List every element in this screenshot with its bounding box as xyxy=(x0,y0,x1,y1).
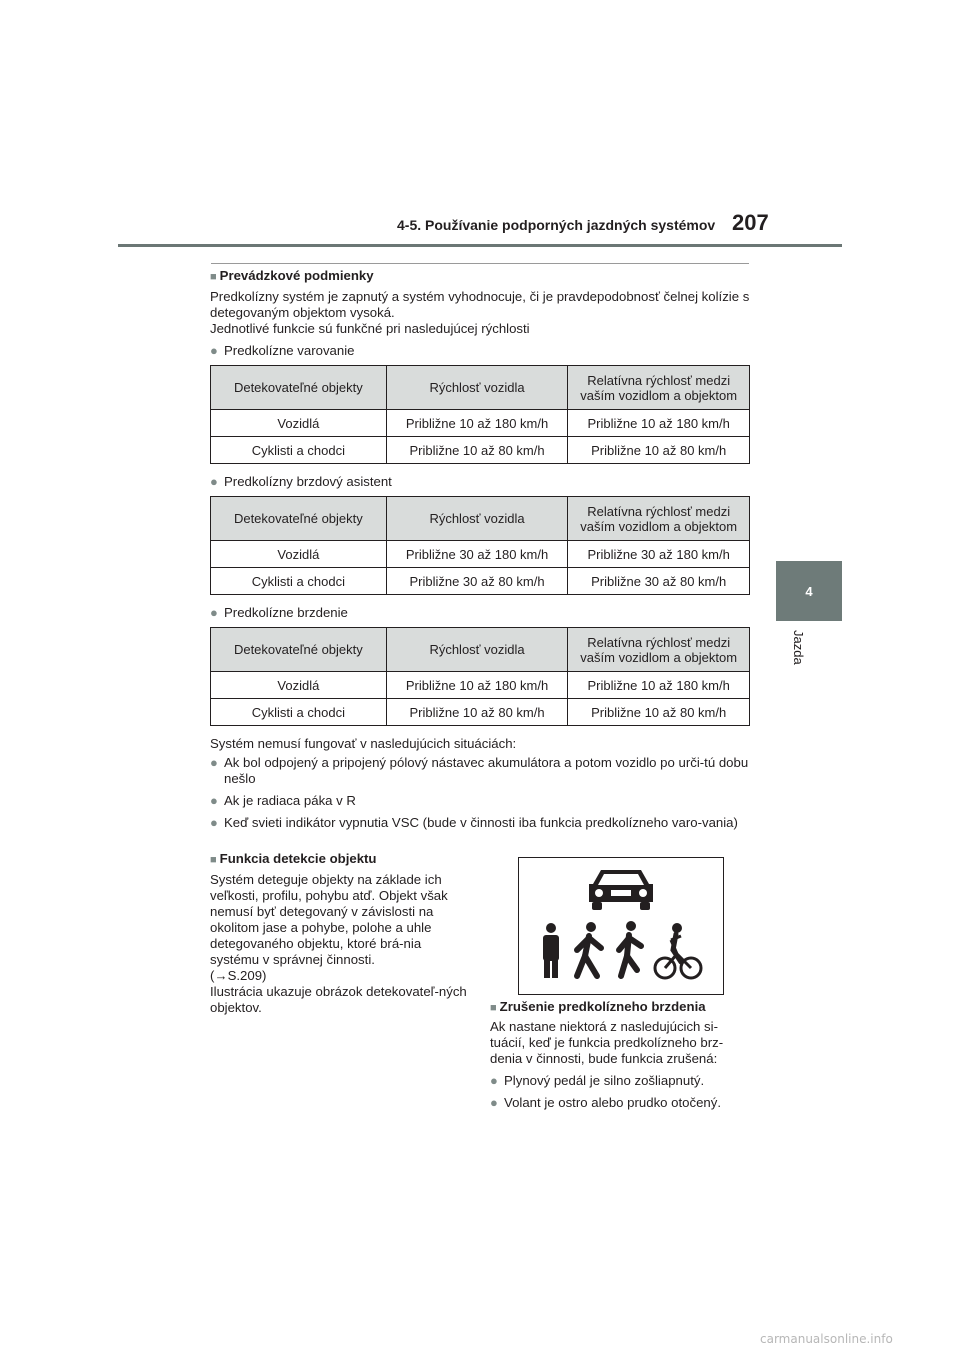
table-cell: Približne 30 až 80 km/h xyxy=(386,568,568,595)
table-row xyxy=(211,410,750,437)
car-icon xyxy=(589,870,653,910)
cancellation-heading: ■ Zrušenie predkolízneho brzdenia xyxy=(490,999,706,1014)
figure-canvas xyxy=(519,858,723,994)
circle-bullet-icon: ● xyxy=(490,1073,498,1088)
chapter-tab[interactable] xyxy=(776,561,842,621)
circle-bullet-icon: ● xyxy=(210,755,218,770)
table-cell: Približne 10 až 180 km/h xyxy=(386,672,568,699)
circle-bullet-icon: ● xyxy=(490,1095,498,1110)
paragraph: Predkolízny systém je zapnutý a systém vyhodnocuje, či je pravdepodobnosť čelnej kolízie s detegovaným objektom vysoká. xyxy=(210,289,750,320)
table-title: ● Predkolízne varovanie xyxy=(210,343,355,358)
list-item: ● Plynový pedál je silno zošliapnutý. xyxy=(490,1073,705,1088)
table-cell: Cyklisti a chodci xyxy=(211,568,387,595)
speed-table-warning xyxy=(210,365,750,464)
circle-bullet-icon: ● xyxy=(210,793,218,808)
column-header: Relatívna rýchlosť medzi vaším vozidlom a objektom xyxy=(568,366,750,410)
table-cell: Cyklisti a chodci xyxy=(211,699,387,726)
column-header: Relatívna rýchlosť medzi vaším vozidlom a objektom xyxy=(568,628,750,672)
table-cell: Približne 10 až 180 km/h xyxy=(568,410,750,437)
circle-bullet-icon: ● xyxy=(210,605,218,620)
situations-intro: Systém nemusí fungovať v nasledujúcich situáciách: xyxy=(210,736,517,751)
square-bullet-icon: ■ xyxy=(210,854,217,866)
object-detection-section xyxy=(210,851,472,1016)
table-row xyxy=(211,568,750,595)
section-divider xyxy=(211,263,749,264)
pedestrian-walking-icon xyxy=(577,922,601,976)
table-header-row xyxy=(211,628,750,672)
speed-table-braking xyxy=(210,627,750,726)
header-rule xyxy=(118,244,842,247)
chapter-label: Jazda xyxy=(791,630,806,665)
main-content xyxy=(210,268,750,837)
table-cell: Približne 10 až 180 km/h xyxy=(386,410,568,437)
list-item: ● Keď svieti indikátor vypnutia VSC (bude v činnosti iba funkcia predkolízneho varo-vania) xyxy=(210,815,738,830)
column-header: Detekovateľné objekty xyxy=(211,628,387,672)
cancellation-section xyxy=(490,999,752,1117)
table-title: ● Predkolízny brzdový asistent xyxy=(210,474,392,489)
table-cell: Vozidlá xyxy=(211,672,387,699)
detectable-objects-figure xyxy=(518,857,724,995)
table-header-row xyxy=(211,497,750,541)
paragraph: Systém deteguje objekty na základe ich veľkosti, profilu, pohybu atď. Objekt však nemusí byť detegovaný v závislosti na okolitom jase a pohybe, polohe a uhle detegovaného objektu, ktoré brá-nia systému v správnej činnosti. xyxy=(210,872,448,967)
table-cell: Cyklisti a chodci xyxy=(211,437,387,464)
square-bullet-icon: ■ xyxy=(490,1002,497,1014)
table-row xyxy=(211,541,750,568)
table-cell: Približne 10 až 80 km/h xyxy=(568,437,750,464)
page-number: 207 xyxy=(732,210,769,235)
speed-table-brake-assist xyxy=(210,496,750,595)
table-cell: Vozidlá xyxy=(211,410,387,437)
table-row xyxy=(211,672,750,699)
list-item: ● Volant je ostro alebo prudko otočený. xyxy=(490,1095,722,1110)
list-item: ● Ak je radiaca páka v R xyxy=(210,793,356,808)
pedestrian-running-icon xyxy=(619,921,641,976)
figure-caption: Ilustrácia ukazuje obrázok detekovateľ-ných objektov. xyxy=(210,984,467,1015)
circle-bullet-icon: ● xyxy=(210,343,218,358)
chapter-number: 4 xyxy=(805,583,813,599)
table-header-row xyxy=(211,366,750,410)
table-cell: Približne 10 až 80 km/h xyxy=(386,699,568,726)
page-reference-link[interactable]: (→S.209) xyxy=(210,968,267,983)
table-title: ● Predkolízne brzdenie xyxy=(210,605,348,620)
table-cell: Približne 10 až 80 km/h xyxy=(568,699,750,726)
square-bullet-icon: ■ xyxy=(210,271,217,283)
pedestrian-standing-icon xyxy=(543,923,559,978)
column-header: Detekovateľné objekty xyxy=(211,366,387,410)
table-cell: Vozidlá xyxy=(211,541,387,568)
table-row xyxy=(211,437,750,464)
column-header: Rýchlosť vozidla xyxy=(386,366,568,410)
column-header: Rýchlosť vozidla xyxy=(386,628,568,672)
watermark: carmanualsonline.info xyxy=(760,1332,893,1346)
circle-bullet-icon: ● xyxy=(210,815,218,830)
table-cell: Približne 30 až 180 km/h xyxy=(568,541,750,568)
table-row xyxy=(211,699,750,726)
paragraph: Ak nastane niektorá z nasledujúcich si-tuácií, keď je funkcia predkolízneho brz-denia v činnosti, bude funkcia zrušená: xyxy=(490,1019,724,1066)
object-detection-heading: ■ Funkcia detekcie objektu xyxy=(210,851,377,866)
paragraph: Jednotlivé funkcie sú funkčné pri nasledujúcej rýchlosti xyxy=(210,321,530,336)
table-cell: Približne 30 až 180 km/h xyxy=(386,541,568,568)
cyclist-icon xyxy=(655,923,701,978)
list-item: ● Ak bol odpojený a pripojený pólový nástavec akumulátora a potom vozidlo po urči-tú dobu nešlo xyxy=(210,755,749,786)
table-cell: Približne 30 až 80 km/h xyxy=(568,568,750,595)
table-cell: Približne 10 až 80 km/h xyxy=(386,437,568,464)
operating-conditions-heading: ■ Prevádzkové podmienky xyxy=(210,268,374,283)
column-header: Rýchlosť vozidla xyxy=(386,497,568,541)
table-cell: Približne 10 až 180 km/h xyxy=(568,672,750,699)
chapter-section-title: 4-5. Používanie podporných jazdných systémov xyxy=(397,217,716,233)
column-header: Detekovateľné objekty xyxy=(211,497,387,541)
column-header: Relatívna rýchlosť medzi vaším vozidlom a objektom xyxy=(568,497,750,541)
circle-bullet-icon: ● xyxy=(210,474,218,489)
